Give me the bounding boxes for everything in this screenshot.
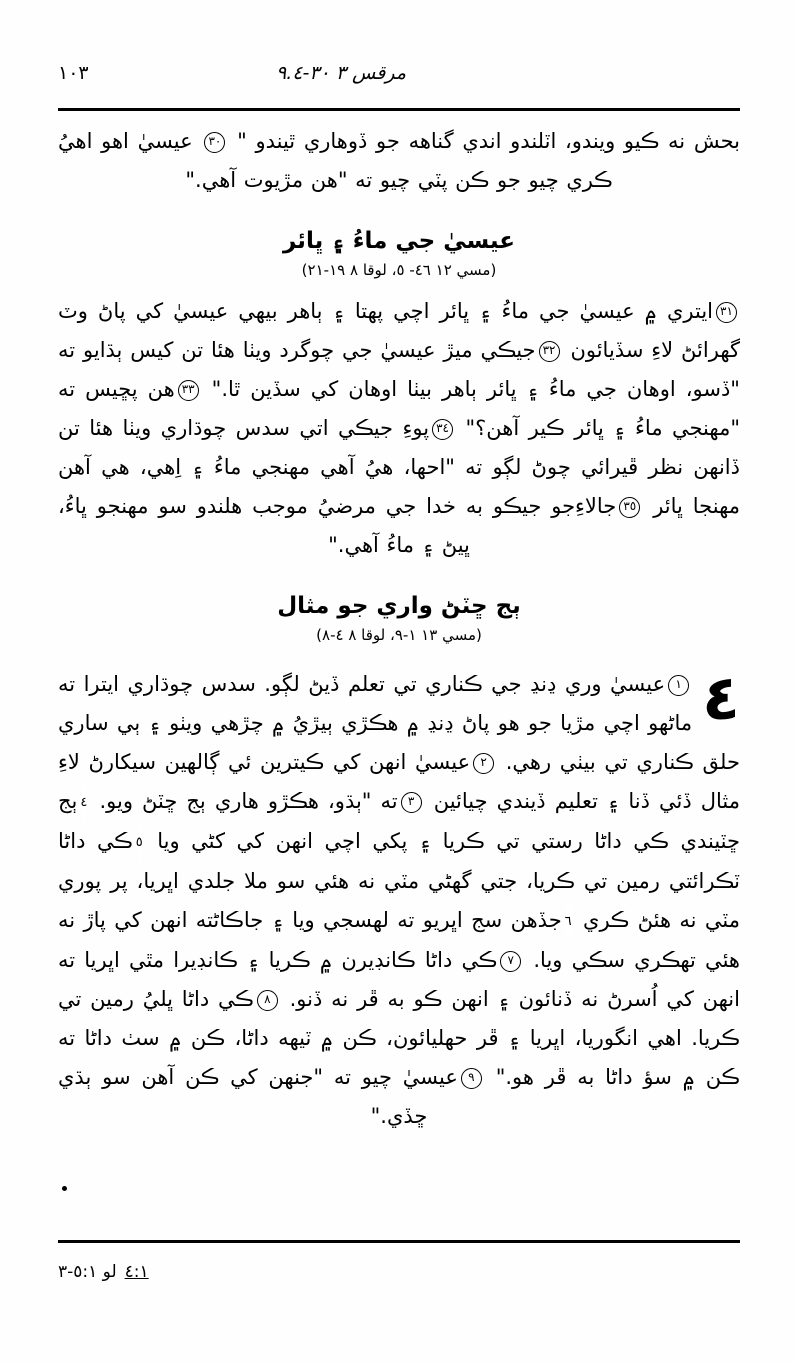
verse-text: ته "ٻڌو، هڪڙو هاري ٻج ڇٽڻ ويو. (99, 789, 398, 813)
continuation-text-b: عيسيٰ اهو (101, 129, 193, 153)
verse-number: ٣٣ (178, 380, 199, 401)
section-title: عيسيٰ جي ماءُ ۽ ڀائر (283, 228, 515, 254)
verse-number: ٥ (136, 823, 143, 862)
footnote-verse-key: ٤:١ (124, 1262, 149, 1282)
verse-number: ٧ (500, 951, 521, 972)
verse-number: ١ (668, 675, 689, 696)
verse-number: ٦ (565, 902, 572, 941)
verse-number: ٩ (461, 1068, 482, 1089)
footer (58, 1262, 740, 1282)
chapter-number-dropcap: ٤ (702, 661, 740, 734)
continuation-text-c: اهيُ ڪري چيو جو ڪن پٽي چيو ته "هن مڙيوت آهي." (58, 129, 613, 192)
header-rule (58, 108, 740, 111)
verse-number: ٣٤ (432, 419, 453, 440)
verse-text: ڪي داڻا ڀليُ رمين تي ڪريا. اهي انگوريا، اڀريا ۽ ڦر حهليائون، ڪن ۾ ٽيهه داڻا، ڪن ۾ سٺ داڻا ته ڪن ۾ سؤ داڻا به ڦر هو." (58, 987, 740, 1089)
verse-text: پوءِ جيڪي اتي سدس چوڌاري ويٺا هئا تن ڏانهن نظر ڦيرائي چوڻ لڳو ته "احها، هيُ آهي مهنجي ماءُ ۽ اِهي، هي آهن مهنجا ڀائر (58, 416, 740, 518)
verse-number: ٣٥ (619, 497, 640, 518)
verse-number: ٣٠ (204, 132, 225, 153)
verse-text: جڏهن سج اڀريو ته لهسجي ويا ۽ جاڪاڻته انهن کي پاڙ نه هئي تهڪري سڪي ويا. (58, 908, 740, 972)
verse-number: ٣٢ (539, 341, 560, 362)
continuation-text-a: بحش نه ڪيو ويندو، اٽلندو اندي گناهه جو ڏوهاري ٿيندو " (237, 129, 741, 153)
verse-number: ٨ (257, 990, 278, 1011)
section-two-body (58, 661, 740, 1136)
verse-text: ڪي داڻا ٽڪرائتي رمين تي ڪريا، جتي گهڻي مٽي نه هئي سو ملا جلدي اڀريا، پر پوري مٽي نه هئڻ ڪري (58, 829, 740, 932)
verse-text: عيسيٰ چيو ته "جنهن کي ڪن آهن سو ٻڌي ڇڏي." (58, 1065, 458, 1128)
verse-text: جالاءِجو جيڪو به خدا جي مرضيُ موجب هلندو سو مهنجو ڀاءُ، ڀيڻ ۽ ماءُ آهي." (58, 494, 617, 557)
verse-number: ٣ (401, 792, 422, 813)
running-head (58, 62, 740, 92)
verse-text: ٻج ڇٽيندي ڪي داڻا رستي تي ڪريا ۽ پکي اچي انهن کي کڻي ويا (58, 789, 740, 853)
section-cross-reference: (مسي ١٣ ١-٩، لوقا ٨ ٤-٨) (316, 626, 482, 644)
verse-text: هن پڇيس ته "مهنجي ماءُ ۽ ڀائر ڪير آهن؟" (58, 377, 740, 440)
running-head-reference: مرقس ٣ ٣٠-٩.٤ (275, 62, 406, 84)
footnote-line (58, 1262, 149, 1282)
continuation-paragraph (58, 122, 740, 200)
verse-text: ايتري ۾ عيسيٰ جي ماءُ ۽ ڀائر اچي پهتا ۽ ٻاهر بيهي عيسيٰ کي پاڻ وٽ گهرائڻ لاءِ سڏيائون (58, 299, 740, 362)
section-heading-two (58, 591, 740, 647)
verse-number: ٣١ (716, 302, 737, 323)
verse-text: ڪي داڻا ڪانڊيرن ۾ ڪريا ۽ ڪانڊيرا مٿي اڀريا ته انهن کي اُسرڻ نه ڏنائون ۽ انهن ڪو به ڦر نه ڏنو. (58, 948, 740, 1011)
footer-rule (58, 1240, 740, 1243)
section-heading-one (58, 226, 740, 282)
verse-number: ٢ (473, 753, 494, 774)
footnote-reference: لو ٥:١-٣ (58, 1262, 117, 1282)
section-title: ٻج ڇٽڻ واري جو مثال (277, 593, 521, 619)
page-number: ١٠٣ (58, 62, 89, 84)
text-column (58, 122, 740, 1136)
verse-text: عيسيٰ انهن کي ڪيترين ئي ڳالهين سيکارڻ لاءِ مثال ڏئي ڏنا ۽ تعليم ڏيندي چيائين (58, 750, 740, 813)
verse-number: ٤ (80, 783, 87, 822)
section-one-body (58, 292, 740, 565)
chapter-block (58, 661, 740, 1136)
verse-text: عيسيٰ وري ڍنڍ جي ڪناري تي تعلم ڏيڻ لڳو. سدس چوڌاري ايترا ته ماڻهو اچي مڙيا جو هو پاڻ ڍنڍ ۾ هڪڙي ٻيڙيُ ۾ چڙهي ويٺو ۽ ٻي ساري حلق ڪناري تي بيٺي رهي. (58, 672, 740, 774)
footnote-marker-dot (62, 1186, 67, 1191)
section-cross-reference: (مسي ١٢ ٤٦- ٥، لوقا ٨ ١٩-٢١) (301, 261, 497, 279)
verse-text: جيڪي ميڙ عيسيٰ جي چوگرد ويٺا هئا تن کيس ٻڌايو ته "ڏسو، اوهان جي ماءُ ۽ ڀائر ٻاهر بيٺا اوهان کي سڏين ٿا." (58, 338, 740, 401)
